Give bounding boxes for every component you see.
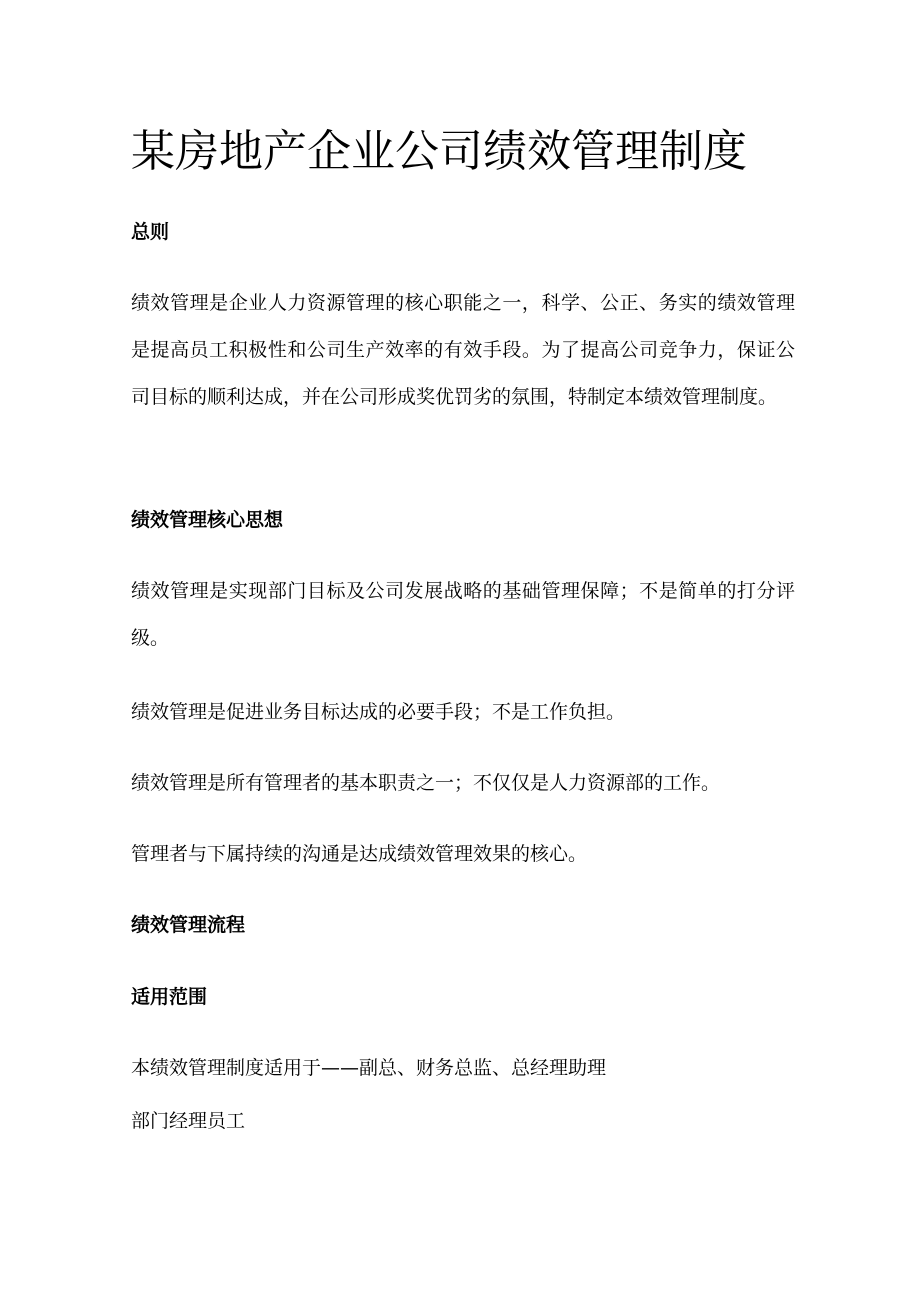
scope-line: 本绩效管理制度适用于——副总、财务总监、总经理助理 <box>131 1057 607 1079</box>
section-heading-process: 绩效管理流程 <box>131 914 246 936</box>
general-paragraph: 绩效管理是企业人力资源管理的核心职能之一，科学、公正、务实的绩效管理是提高员工积极性和公司生产效率的有效手段。为了提高公司竞争力，保证公司目标的顺利达成，并在公司形成奖优罚劣的氛围，特制定本绩效管理制度。 <box>131 292 795 408</box>
core-idea-item: 绩效管理是促进业务目标达成的必要手段；不是工作负担。 <box>131 701 626 723</box>
section-heading-core-ideas: 绩效管理核心思想 <box>131 509 284 531</box>
scope-line: 部门经理员工 <box>131 1110 246 1132</box>
core-idea-item: 绩效管理是所有管理者的基本职责之一；不仅仅是人力资源部的工作。 <box>131 772 721 794</box>
core-idea-item: 管理者与下属持续的沟通是达成绩效管理效果的核心。 <box>131 843 588 865</box>
section-heading-scope: 适用范围 <box>131 986 208 1008</box>
section-heading-general: 总则 <box>131 221 170 243</box>
core-idea-item: 绩效管理是实现部门目标及公司发展战略的基础管理保障；不是简单的打分评级。 <box>131 580 795 649</box>
document-title: 某房地产企业公司绩效管理制度 <box>131 126 747 177</box>
